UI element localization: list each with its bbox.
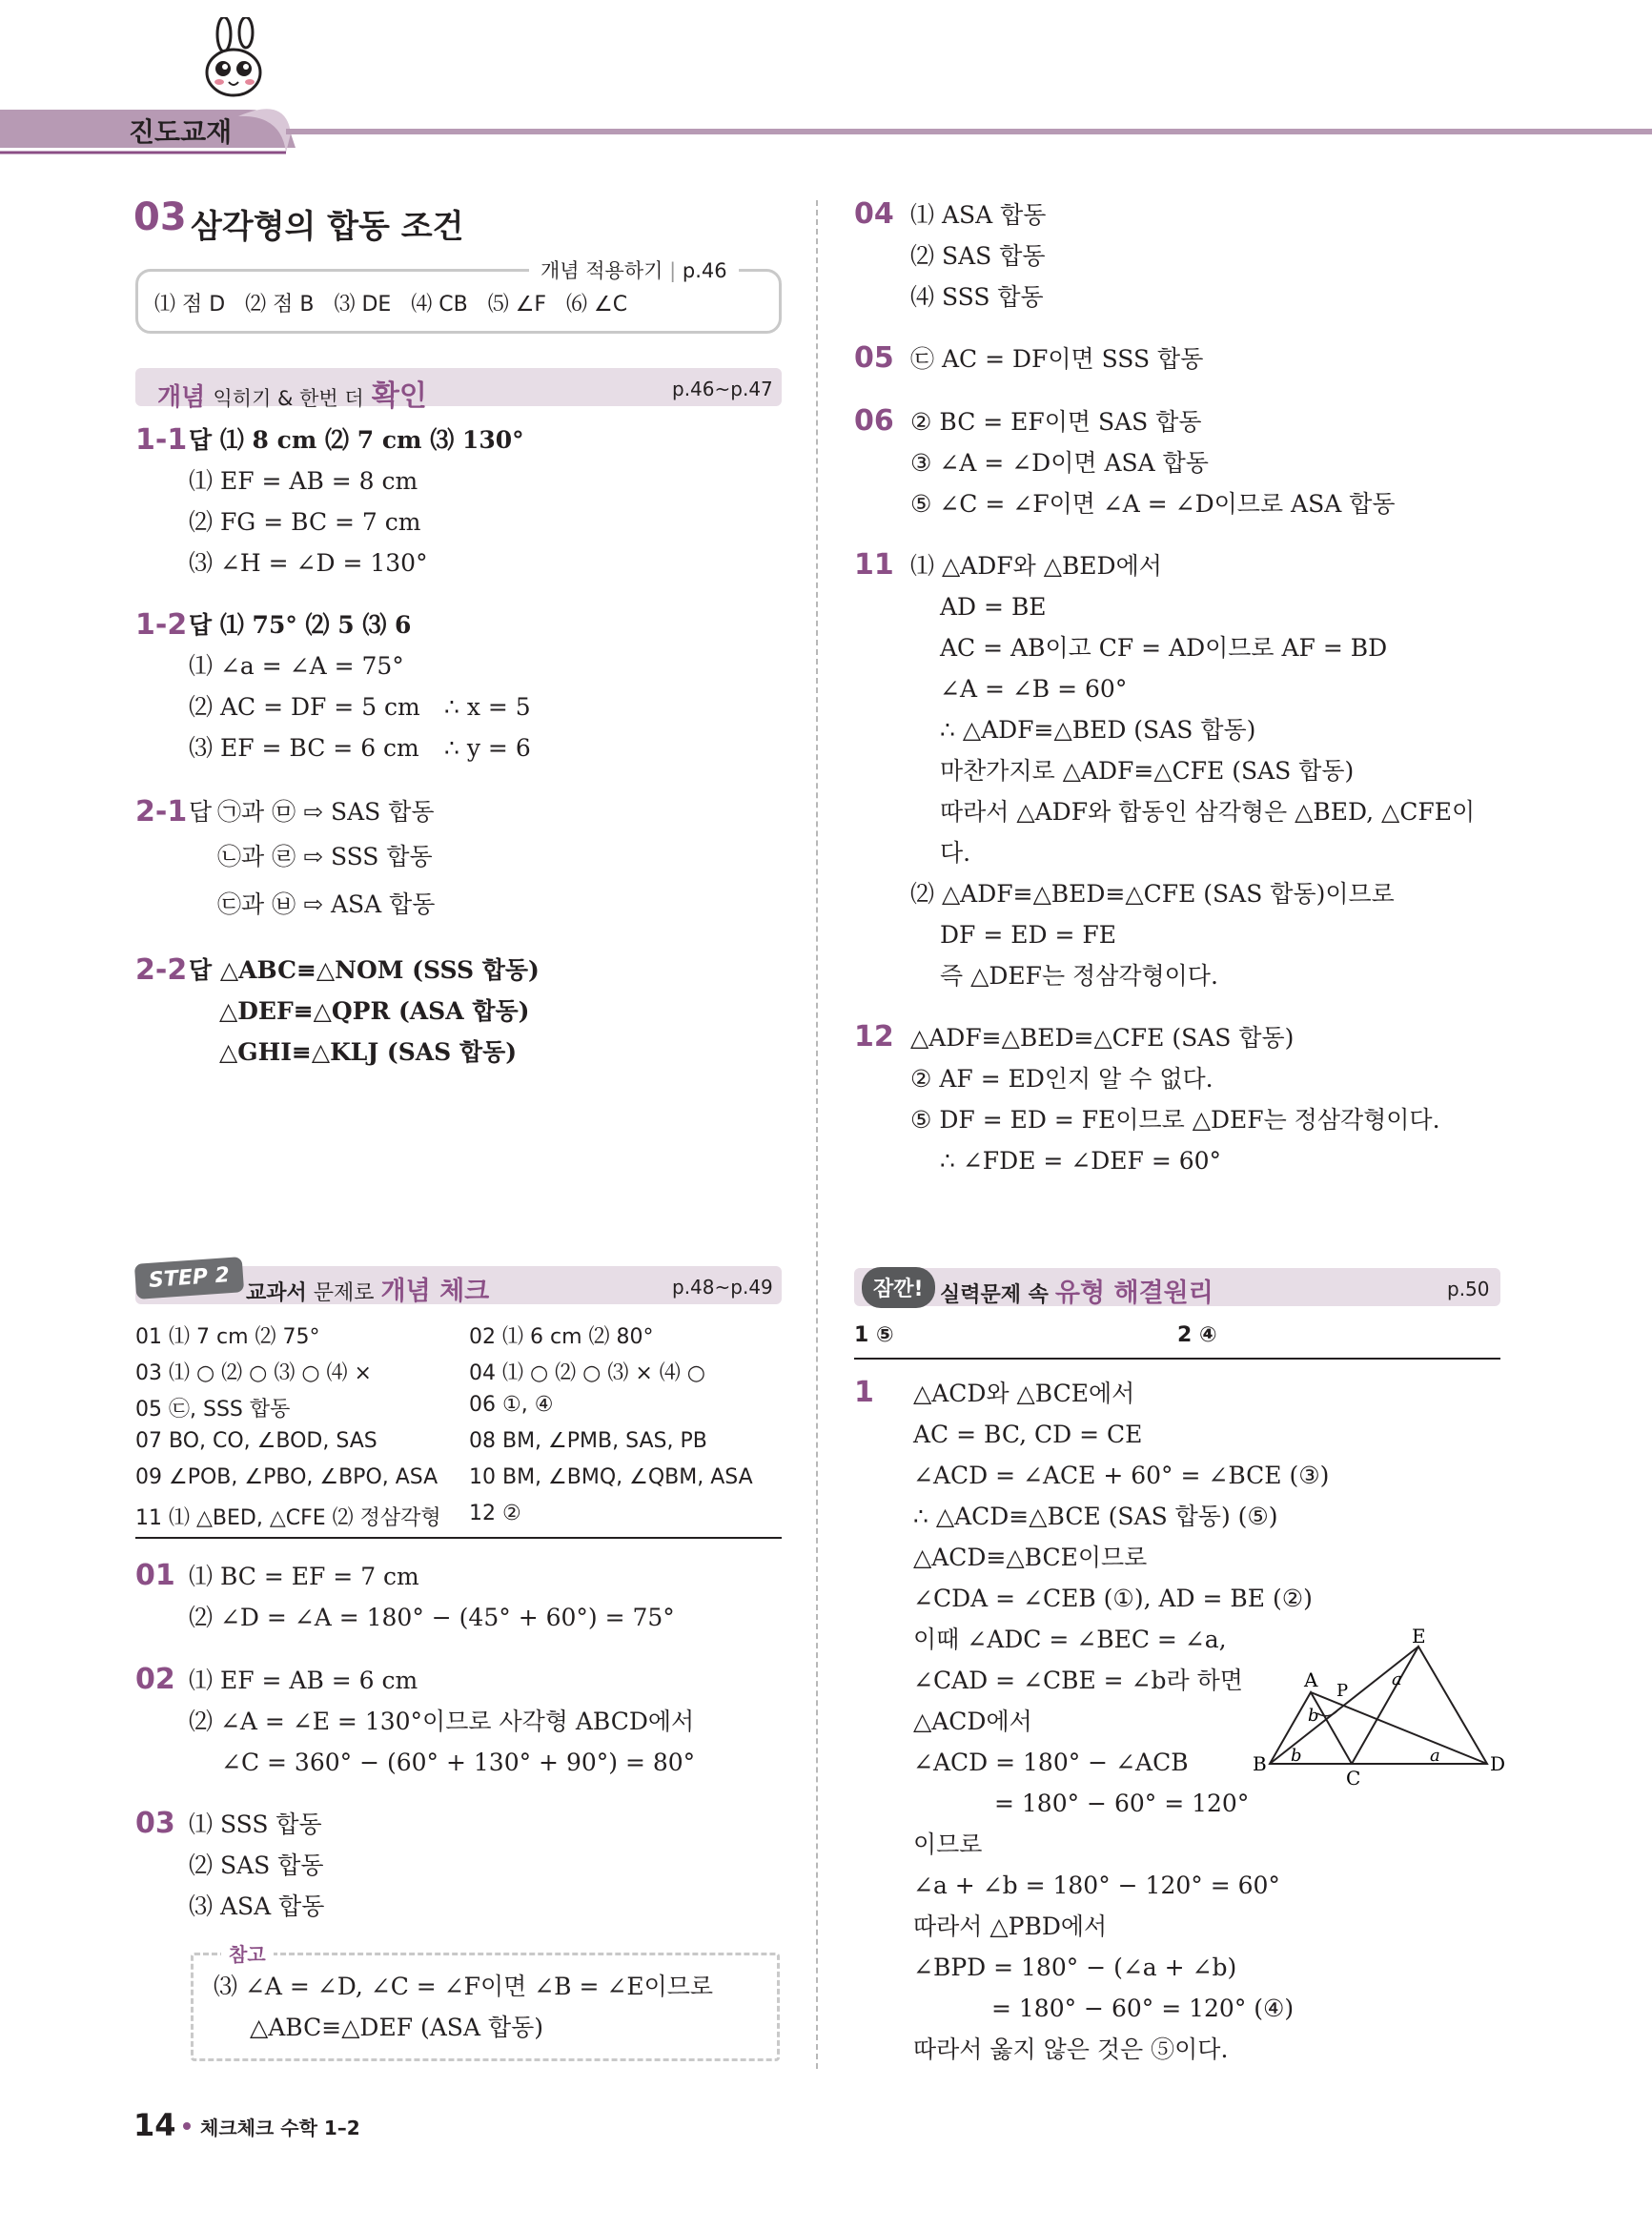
answer-grid-item: 02 ⑴ 6 cm ⑵ 80° [469,1325,654,1349]
problem-number: 04 [854,197,894,231]
page-number: 14 [133,2107,176,2143]
solution-line: ② AF = ED인지 알 수 없다. [910,1065,1214,1093]
answer-grid-item: 05 ㉢, SSS 합동 [135,1398,291,1422]
solution-line: 이므로 [913,1831,983,1858]
solution-line: ⑶ EF = BC = 6 cm [189,734,419,762]
solution-line: 마찬가지로 △ADF≡△CFE (SAS 합동) [940,757,1355,785]
footer-dot [183,2122,191,2130]
answer-grid-item: 10 BM, ∠BMQ, ∠QBM, ASA [469,1465,753,1489]
step2-title [246,1270,489,1307]
solution-line: 즉 △DEF는 정삼각형이다. [940,962,1218,990]
problem-number: 1-1 [135,423,188,457]
solution-line: ⑶ ∠H = ∠D = 130° [189,549,428,577]
answer-mark: 답 [189,798,213,826]
apply-box-answers: ⑴ 점 D ⑵ 점 B ⑶ DE ⑷ CB ⑸ ∠F ⑹ ∠C [154,293,628,317]
answer-grid-item: 12 ② [469,1502,521,1525]
solution-line: ⑶ ASA 합동 [189,1892,325,1920]
answer-grid-item: 04 ⑴ ○ ⑵ ○ ⑶ × ⑷ ○ [469,1361,705,1385]
solution-line: ② BC = EF이면 SAS 합동 [910,408,1202,436]
solution-line: ⑴ EF = AB = 8 cm [189,467,418,495]
problem-number: 06 [854,404,894,438]
problem-number: 1-2 [135,608,188,642]
answer-line: 답 ⑴ 8 cm ⑵ 7 cm ⑶ 130° [189,426,524,454]
note-line: ⑶ ∠A = ∠D, ∠C = ∠F이면 ∠B = ∠E이므로 [214,1973,714,2000]
answer-grid-item: 06 ①, ④ [469,1393,554,1417]
problem-number: 05 [854,341,894,375]
concept-header-pages: p.46~p.47 [672,378,773,400]
answer-line: 답 △ABC≡△NOM (SSS 합동) [189,956,540,984]
solution-line: ⑷ SSS 합동 [910,283,1044,311]
step2-title-a: 교과서 [246,1281,307,1305]
jamkkan-title-b: 유형 해결원리 [1054,1279,1214,1308]
solution-line: ⑵ ∠D = ∠A = 180° − (45° + 60°) = 75° [189,1604,675,1631]
problem-number: 12 [854,1020,894,1054]
solution-line: AC = AB이고 CF = AD이므로 AF = BD [940,634,1388,662]
figure-label-angle-a: a [1430,1746,1440,1766]
solution-line: ∠CDA = ∠CEB (①), AD = BE (②) [913,1585,1313,1612]
answer-line: △GHI≡△KLJ (SAS 합동) [219,1038,518,1066]
solution-line: ⑵ AC = DF = 5 cm [189,693,420,721]
answer-line: ㉠과 ㉤ ⇨ SAS 합동 [217,798,435,826]
problem-number: 11 [854,548,894,582]
solution-line: ⑵ FG = BC = 7 cm [189,508,421,536]
solution-line: 따라서 옳지 않은 것은 ⑤이다. [913,2036,1229,2063]
concept-header-title [157,372,427,414]
figure-label-angle-a: a [1392,1669,1402,1689]
rabbit-mascot-icon [191,17,276,113]
figure-label-p: P [1336,1681,1349,1701]
step2-title-c: 개념 체크 [380,1277,490,1306]
solution-line: △ACD≡△BCE이므로 [913,1544,1148,1571]
note-label: 참고 [221,1939,274,1967]
figure-label-angle-b: b [1308,1706,1319,1726]
answer-line: ㉡과 ㉣ ⇨ SSS 합동 [217,843,433,870]
solution-line: ⑴ ASA 합동 [910,201,1047,229]
section-number: 03 [133,195,187,239]
problem-number: 2-2 [135,953,188,987]
triangle-figure [1249,1626,1506,1788]
solution-line: △ADF≡△BED≡△CFE (SAS 합동) [910,1024,1295,1052]
jamkkan-title-a: 실력문제 속 [940,1283,1049,1307]
solution-line: ∠ACD = 180° − ∠ACB [913,1749,1189,1776]
answer-line: ㉢과 ㉥ ⇨ ASA 합동 [217,890,436,918]
solution-line: ∴ △ACD≡△BCE (SAS 합동) (⑤) [913,1503,1278,1530]
problem-number: 2-1 [135,795,188,829]
concept-title-c: 확인 [371,379,427,413]
answer-grid-item: 09 ∠POB, ∠PBO, ∠BPO, ASA [135,1465,438,1489]
solution-line: ∠C = 360° − (60° + 130° + 90°) = 80° [221,1749,696,1776]
jamkkan-answer: 1 ⑤ [854,1323,894,1347]
solution-line: 이때 ∠ADC = ∠BEC = ∠a, [913,1626,1227,1653]
figure-label-angle-b: b [1291,1746,1302,1766]
solution-line: △ACD에서 [913,1708,1032,1735]
problem-number: 01 [135,1559,175,1592]
answer-grid-item: 11 ⑴ △BED, △CFE ⑵ 정삼각형 [135,1506,441,1530]
column-divider [816,200,818,2069]
jamkkan-divider [854,1358,1500,1360]
jamkkan-answer: 2 ④ [1177,1323,1217,1347]
concept-title-a: 개념 [157,383,206,412]
answer-grid-item: 01 ⑴ 7 cm ⑵ 75° [135,1325,320,1349]
jamkkan-title [940,1272,1214,1309]
solution-line: ∠A = ∠B = 60° [940,675,1128,703]
solution-line: DF = ED = FE [940,921,1116,949]
solution-line: ⑵ SAS 합동 [910,242,1046,270]
apply-box-title: 개념 적용하기 [540,259,663,282]
step2-title-b: 문제로 [313,1281,375,1305]
solution-line: 다. [940,839,971,867]
note-line: △ABC≡△DEF (ASA 합동) [250,2014,543,2041]
solution-line: ∴ ∠FDE = ∠DEF = 60° [940,1147,1222,1175]
step2-badge: STEP 2 [134,1257,244,1299]
solution-line: = 180° − 60° = 120° (④) [991,1995,1295,2022]
solution-line: ⑵ ∠A = ∠E = 130°이므로 사각형 ABCD에서 [189,1708,695,1735]
jamkkan-page: p.50 [1447,1278,1490,1300]
problem-number: 03 [135,1807,175,1840]
solution-line: ∠CAD = ∠CBE = ∠b라 하면 [913,1667,1243,1694]
answer-grid-item: 03 ⑴ ○ ⑵ ○ ⑶ ○ ⑷ × [135,1361,372,1385]
solution-line: ∠a + ∠b = 180° − 120° = 60° [913,1872,1280,1899]
figure-label-a: A [1304,1668,1318,1691]
answer-grid-item: 07 BO, CO, ∠BOD, SAS [135,1429,377,1453]
apply-box-header: 개념 적용하기 | p.46 [529,256,739,284]
solution-line: = 180° − 60° = 120° [994,1790,1250,1817]
problem-number: 02 [135,1663,175,1696]
solution-line: ⑴ SSS 합동 [189,1811,322,1838]
solution-line: AC = BC, CD = CE [913,1421,1143,1448]
solution-line: ∠BPD = 180° − (∠a + ∠b) [913,1954,1237,1981]
solution-line: ⑤ DF = ED = FE이므로 △DEF는 정삼각형이다. [910,1106,1440,1134]
solution-line: ⑵ SAS 합동 [189,1852,324,1879]
section-title: 삼각형의 합동 조건 [191,208,464,246]
solution-line: ⑴ EF = AB = 6 cm [189,1667,418,1694]
solution-line: ③ ∠A = ∠D이면 ASA 합동 [910,449,1209,477]
solution-line: 따라서 △PBD에서 [913,1913,1108,1940]
solution-line: ⑴ ∠a = ∠A = 75° [189,652,404,680]
solution-line: 따라서 △ADF와 합동인 삼각형은 △BED, △CFE이 [940,798,1476,826]
figure-label-e: E [1412,1626,1426,1647]
answer-grid-item: 08 BM, ∠PMB, SAS, PB [469,1429,707,1453]
problem-number: 1 [854,1376,874,1409]
grid-divider [135,1537,782,1539]
solution-line: AD = BE [940,593,1047,621]
step2-pages: p.48~p.49 [672,1276,773,1299]
header-tab-label: 진도교재 [129,116,233,148]
note-box [191,1953,780,2061]
solution-line: ⑤ ∠C = ∠F이면 ∠A = ∠D이므로 ASA 합동 [910,490,1396,518]
figure-label-b: B [1253,1752,1267,1775]
solution-line: ∴ △ADF≡△BED (SAS 합동) [940,716,1256,744]
solution-line: ⑴ △ADF와 △BED에서 [910,552,1162,580]
figure-label-d: D [1490,1752,1506,1775]
apply-box-page: p.46 [682,259,727,282]
answer-line: △DEF≡△QPR (ASA 합동) [219,997,530,1025]
answer-line: 답 ⑴ 75° ⑵ 5 ⑶ 6 [189,611,412,639]
concept-title-b: 익히기 & 한번 더 [213,387,364,410]
solution-line: ∴ y = 6 [444,734,531,762]
solution-line: ∴ x = 5 [444,693,531,721]
solution-line: ⑴ BC = EF = 7 cm [189,1563,419,1590]
solution-line: ∠ACD = ∠ACE + 60° = ∠BCE (③) [913,1462,1330,1489]
jamkkan-badge: 잠깐! [862,1267,935,1308]
solution-line: ㉢ AC = DF이면 SSS 합동 [910,345,1204,373]
figure-label-c: C [1346,1767,1361,1788]
solution-line: ⑵ △ADF≡△BED≡△CFE (SAS 합동)이므로 [910,880,1395,908]
solution-line: △ACD와 △BCE에서 [913,1380,1135,1407]
footer-book-title: 체크체크 수학 1–2 [200,2117,360,2139]
